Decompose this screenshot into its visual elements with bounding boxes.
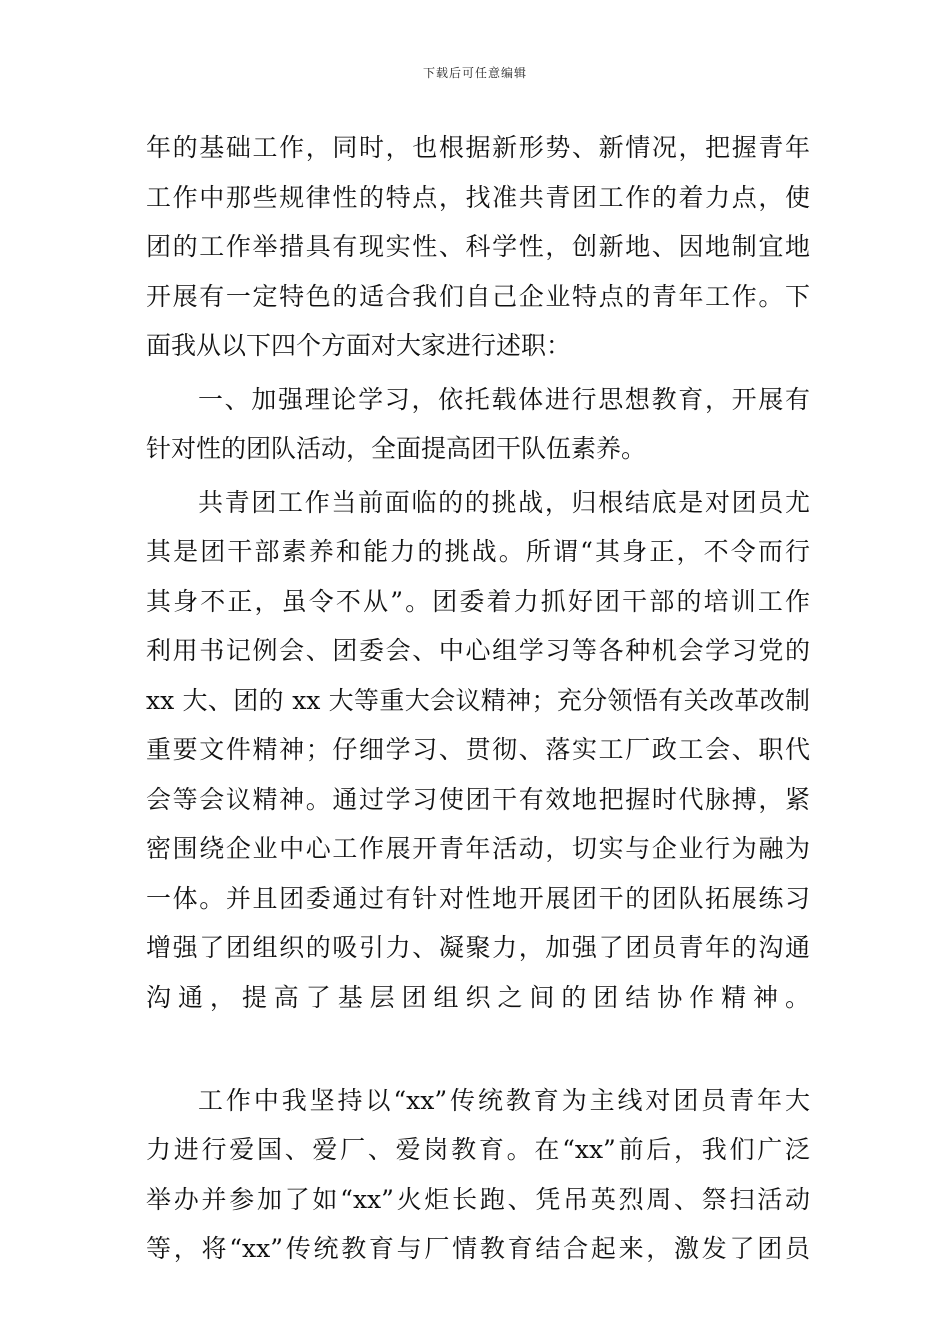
paragraph-2-heading xyxy=(146,375,810,474)
paragraph-4 xyxy=(146,1076,810,1274)
text-line: 等，将“xx”传统教育与厂情教育结合起来，激发了团员 xyxy=(146,1234,810,1263)
text-line: 一、加强理论学习，依托载体进行思想教育，开展有 xyxy=(198,384,810,414)
text-line: 针对性的团队活动，全面提高团干队伍素养。 xyxy=(146,434,647,463)
text-line: 团的工作举措具有现实性、科学性，创新地、因地制宜地 xyxy=(146,232,810,261)
text-line: 密围绕企业中心工作展开青年活动，切实与企业行为融为 xyxy=(146,834,810,863)
text-line: 力进行爱国、爱厂、爱岗教育。在“xx”前后，我们广泛 xyxy=(146,1135,810,1164)
text-line: 其是团干部素养和能力的挑战。所谓“其身正，不令而行 xyxy=(146,537,810,566)
text-line: 共青团工作当前面临的的挑战，归根结底是对团员尤 xyxy=(198,487,810,517)
page-header-note: 下载后可任意编辑 xyxy=(422,66,527,80)
text-line: 会等会议精神。通过学习使团干有效地把握时代脉搏，紧 xyxy=(146,784,810,814)
text-line: 增强了团组织的吸引力、凝聚力，加强了团员青年的沟通 xyxy=(146,933,810,962)
text-line: 工作中那些规律性的特点，找准共青团工作的着力点，使 xyxy=(146,182,810,212)
text-line: 举办并参加了如“xx”火炬长跑、凭吊英烈周、祭扫活动 xyxy=(146,1184,810,1214)
text-line: 沟通，提高了基层团组织之间的团结协作精神。 xyxy=(146,982,810,1012)
paragraph-3 xyxy=(146,478,810,1072)
text-line xyxy=(146,1022,810,1072)
text-line: 利用书记例会、团委会、中心组学习等各种机会学习党的 xyxy=(146,636,810,665)
text-line: 面我从以下四个方面对大家进行述职： xyxy=(146,331,572,360)
text-line: 重要文件精神；仔细学习、贯彻、落实工厂政工会、职代 xyxy=(146,735,810,764)
document-body xyxy=(146,123,810,1274)
text-line: 开展有一定特色的适合我们自己企业特点的青年工作。下 xyxy=(146,281,810,311)
text-line: 其身不正，虽令不从”。团委着力抓好团干部的培训工作 xyxy=(146,586,810,616)
text-line: 年的基础工作，同时，也根据新形势、新情况，把握青年 xyxy=(146,133,810,162)
text-line: 工作中我坚持以“xx”传统教育为主线对团员青年大 xyxy=(198,1085,810,1115)
text-line: 一体。并且团委通过有针对性地开展团干的团队拓展练习 xyxy=(146,883,810,913)
text-line: xx 大、团的 xx 大等重大会议精神；充分领悟有关改革改制 xyxy=(146,685,810,715)
paragraph-1 xyxy=(146,123,810,371)
